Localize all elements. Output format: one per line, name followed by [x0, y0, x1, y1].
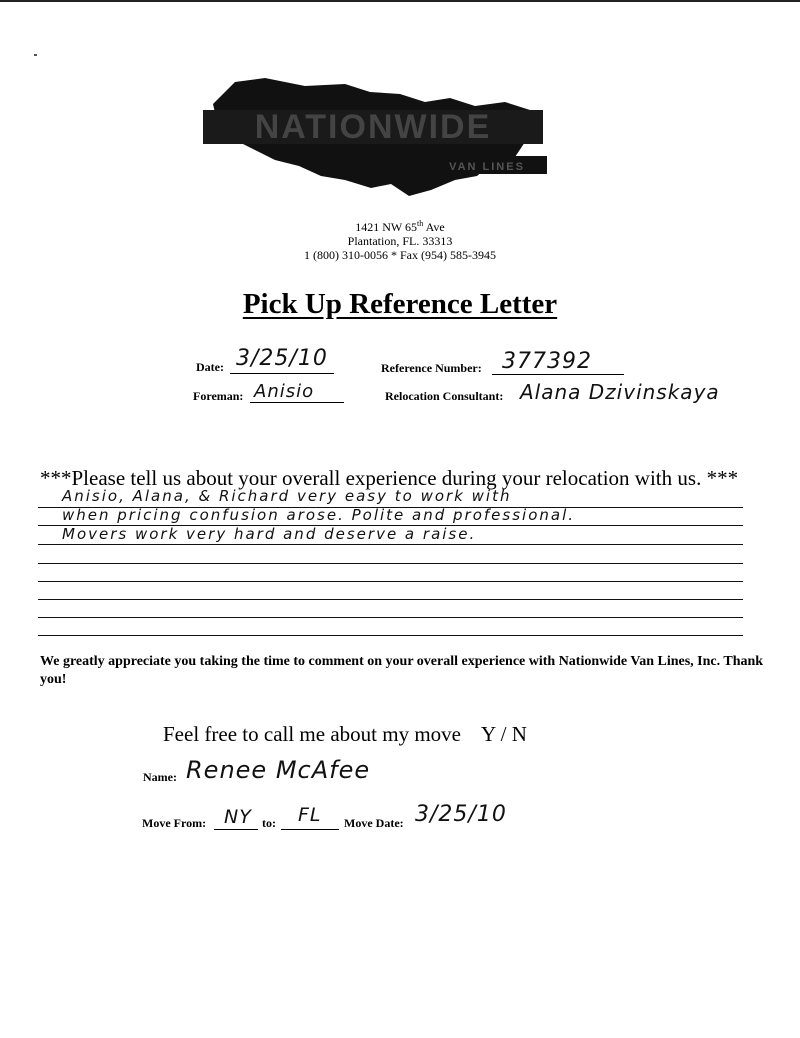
move-date-value: 3/25/10: [415, 802, 507, 827]
date-value: 3/25/10: [236, 346, 328, 371]
foreman-value: Anisio: [254, 381, 315, 402]
yes-no-options: Y / N: [480, 722, 527, 746]
page-title: Pick Up Reference Letter: [242, 288, 558, 320]
nationwide-logo: [195, 72, 555, 202]
date-line: [230, 373, 334, 374]
name-label: Name:: [143, 770, 177, 784]
comment-line-1: Anisio, Alana, & Richard very easy to work with: [62, 487, 512, 505]
reference-number-line: [492, 374, 624, 375]
to-label: to:: [262, 816, 276, 830]
experience-prompt: ***Please tell us about your overall experience during your relocation with us. ***: [40, 466, 739, 490]
move-from-line: [214, 829, 258, 830]
date-label: Date:: [196, 360, 224, 374]
comment-rule: [38, 563, 743, 564]
comment-line-2: when pricing confusion arose. Polite and professional.: [62, 506, 576, 524]
comment-rule: [38, 544, 743, 545]
to-line: [281, 829, 339, 830]
call-me-text: Feel free to call me about my move: [163, 722, 461, 746]
to-value: FL: [298, 804, 322, 826]
move-from-value: NY: [224, 806, 252, 828]
address-street: 1421 NW 65th Ave: [355, 219, 445, 234]
consultant-value: Alana Dzivinskaya: [520, 380, 720, 404]
comment-rule: [38, 599, 743, 600]
address-city: Plantation, FL. 33313: [347, 234, 453, 248]
comment-rule: [38, 635, 743, 636]
foreman-line: [250, 402, 344, 403]
address-phone-fax: 1 (800) 310-0056 * Fax (954) 585-3945: [304, 248, 496, 262]
reference-number-value: 377392: [502, 349, 592, 374]
consultant-label: Relocation Consultant:: [385, 389, 504, 403]
thanks-note: We greatly appreciate you taking the time to comment on your overall experience with Nationwide Van Lines, Inc. Thank you!: [40, 654, 764, 687]
move-date-label: Move Date:: [344, 816, 404, 830]
comment-line-3: Movers work very hard and deserve a raise.: [62, 525, 477, 543]
comment-rule: [38, 581, 743, 582]
call-me-prompt: [163, 722, 527, 747]
name-value: Renee McAfee: [186, 756, 371, 784]
comment-rule: [38, 617, 743, 618]
svg-text:VAN LINES: VAN LINES: [449, 161, 525, 173]
foreman-label: Foreman:: [193, 389, 244, 403]
scan-speck: [34, 54, 37, 56]
reference-number-label: Reference Number:: [381, 361, 482, 375]
svg-text:NATIONWIDE: NATIONWIDE: [254, 108, 492, 146]
move-from-label: Move From:: [142, 816, 207, 830]
scan-top-edge: [0, 0, 800, 2]
